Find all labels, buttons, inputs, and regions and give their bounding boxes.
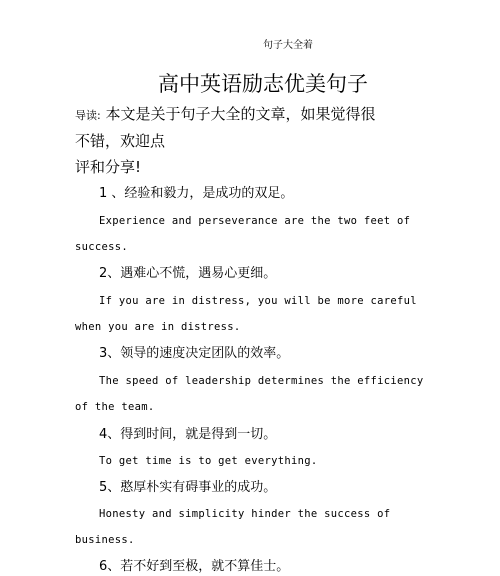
sentence-3-en: The speed of leadership determines the efficiency	[99, 375, 424, 387]
sentence-2-en: If you are in distress, you will be more careful	[99, 295, 417, 307]
sentence-6-zh: 6、若不好到至极，就不算佳士。	[99, 559, 290, 574]
intro-label: 导读:	[75, 109, 101, 122]
sentence-2-en-cont: when you are in distress.	[75, 321, 241, 333]
sentence-1-en-cont: success.	[75, 241, 128, 253]
page-title: 高中英语励志优美句子	[158, 72, 368, 96]
sentence-5-zh: 5、憨厚朴实有碍事业的成功。	[99, 480, 277, 495]
sentence-1-en: Experience and perseverance are the two feet of	[99, 215, 411, 227]
intro-line-3: 评和分享!	[75, 158, 142, 176]
intro-line-1	[75, 104, 376, 126]
header-note: 句子大全着	[263, 40, 313, 51]
sentence-5-en: Honesty and simplicity hinder the success of	[99, 508, 391, 520]
intro-line-2: 不错，欢迎点	[75, 132, 166, 150]
intro-text-1: 本文是关于句子大全的文章，如果觉得很	[105, 105, 376, 123]
sentence-1-zh: 1 、经验和毅力，是成功的双足。	[99, 186, 294, 201]
sentence-3-zh: 3、领导的速度决定团队的效率。	[99, 346, 290, 361]
sentence-4-en: To get time is to get everything.	[99, 455, 318, 467]
sentence-5-en-cont: business.	[75, 534, 135, 546]
sentence-4-zh: 4、得到时间，就是得到一切。	[99, 427, 277, 442]
sentence-2-zh: 2、遇难心不慌，遇易心更细。	[99, 266, 277, 281]
sentence-3-en-cont: of the team.	[75, 401, 155, 413]
